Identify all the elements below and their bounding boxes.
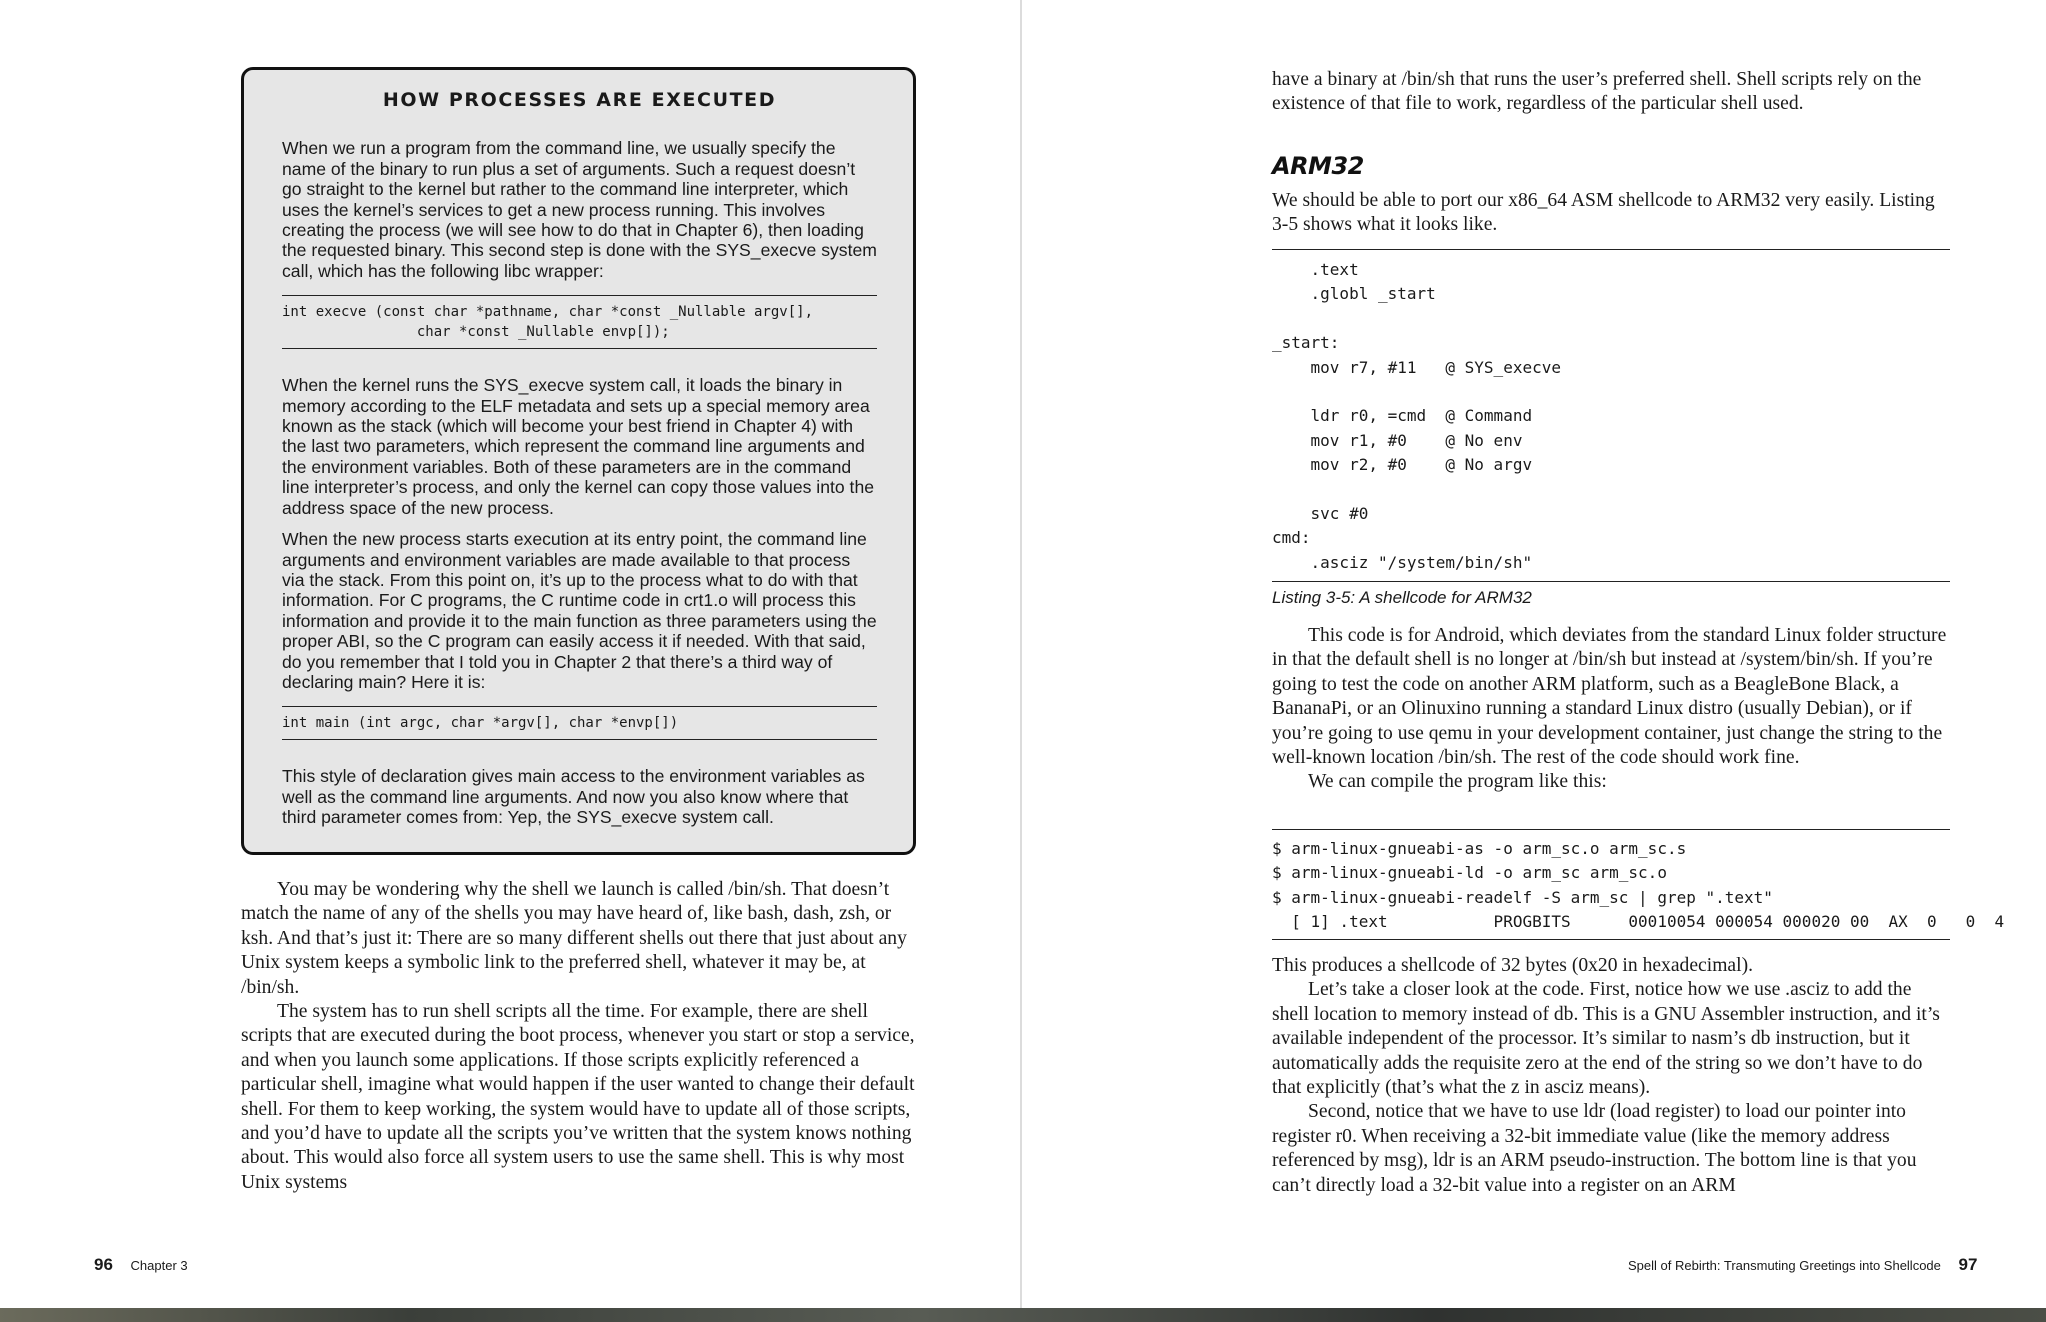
code-line: cmd: <box>1272 528 1311 548</box>
code-line: .asciz "/system/bin/sh" <box>1272 552 1533 572</box>
section-intro <box>1272 189 1952 238</box>
code-line: ldr r0, =cmd @ Command <box>1272 406 1533 426</box>
terminal-line: $ arm-linux-gnueabi-readelf -S arm_sc | grep ".text" <box>1272 887 1773 907</box>
left-page <box>0 0 1020 1300</box>
right-running-head: Spell of Rebirth: Transmuting Greetings into Shellcode <box>1628 1258 1941 1273</box>
sidebar-paragraph-1: When we run a program from the command line, we usually specify the name of the binary to run plus a set of arguments. Such a request doesn’t go straight to the kernel but rather to the command line interpreter, which uses the kernel’s services to get a new process running. This involves creating the process (we will see how to do that in Chapter 6), then loading the requested binary. This second step is done with the SYS_execve system call, which has the following libc wrapper: <box>282 138 877 281</box>
code-line: svc #0 <box>1272 503 1369 523</box>
sidebar-paragraph-4: This style of declaration gives main access to the environment variables as well as the command line arguments. And now you also know where that third parameter comes from: Yep, the SYS_execve system call. <box>282 766 865 828</box>
code-line <box>1272 478 1950 502</box>
code-line <box>1272 307 1950 331</box>
sidebar-paragraph-2: When the kernel runs the SYS_execve system call, it loads the binary in memory according to the ELF metadata and sets up a special memory area known as the stack (which will become your best friend in Chapter 4) with the last two parameters, which represent the command line arguments and the environment variables. Both of these parameters are in the command line interpreter’s process, and only the kernel can copy those values into the address space of the new process. <box>282 375 875 518</box>
desk-background-strip <box>0 1308 2046 1322</box>
code-listing-compile <box>1272 829 2005 940</box>
right-paragraph-2: This code is for Android, which deviates from the standard Linux folder structure in that the default shell is no longer at /bin/sh but instead at /system/bin/sh. If you’re going to test the code on another ARM platform, such as a BeagleBone Black, a BananaPi, or an Olinuxino running a standard Linux distro (usually Debian), or if you’re going to use qemu in your development container, just change the string to the well-known location /bin/sh. The rest of the code should work fine. <box>1272 625 1947 769</box>
left-paragraph-1: You may be wondering why the shell we launch is called /bin/sh. That doesn’t match the name of any of the shells you may have heard of, like bash, dash, zsh, or ksh. And that’s just it: There are so many different shells out there that just about any Unix system keeps a symbolic link to the preferred shell, whatever it may be, at /bin/sh. <box>241 879 907 998</box>
sidebar-paragraph-3: When the new process starts execution at its entry point, the command line arguments and environment variables are made available to that process via the stack. From this point on, it’s up to the process what to do with that information. For C programs, the C runtime code in crt1.o will process this information and provide it to the main function as three parameters using the proper ABI, so the C program can easily access it if needed. With that said, do you remember that I told you in Chapter 2 that there’s a third way of declaring main? Here it is: <box>282 529 877 692</box>
right-folio <box>1628 1255 1977 1275</box>
right-bottom-text <box>1272 954 1952 1198</box>
right-paragraph-5: Let’s take a closer look at the code. First, notice how we use .asciz to add the shell location to memory instead of db. This is a GNU Assembler instruction, and it’s available independent of the processor. It’s similar to nasm’s db instruction, but it automatically adds the requisite zero at the end of the string so we don’t have to do that explicitly (that’s what the z in asciz means). <box>1272 979 1940 1099</box>
right-paragraph-6: Second, notice that we have to use ldr (load register) to load our pointer into register r0. When receiving a 32-bit immediate value (like the memory address referenced by msg), ldr is an ARM pseudo-instruction. The bottom line is that you can’t directly load a 32-bit value into a register on an ARM <box>1272 1101 1917 1196</box>
listing-caption: Listing 3-5: A shellcode for ARM32 <box>1272 588 1532 607</box>
terminal-line: [ 1] .text PROGBITS 00010054 000054 000020 00 AX 0 0 4 <box>1272 912 2005 932</box>
code-line: mov r2, #0 @ No argv <box>1272 455 1533 475</box>
right-paragraph-3: We can compile the program like this: <box>1308 771 1607 793</box>
code-line: .text <box>1272 260 1359 279</box>
right-middle-text <box>1272 624 1952 795</box>
left-folio <box>94 1255 188 1275</box>
terminal-line: $ arm-linux-gnueabi-ld -o arm_sc arm_sc.o <box>1272 863 1667 883</box>
sidebar-code-execve: int execve (const char *pathname, char *const _Nullable argv[], char *const _Nullable envp[]); <box>282 295 877 349</box>
right-paragraph-4: This produces a shellcode of 32 bytes (0x20 in hexadecimal). <box>1272 955 1753 976</box>
code-listing-arm32 <box>1272 249 1950 582</box>
sidebar-code-main: int main (int argc, char *argv[], char *envp[]) <box>282 706 877 740</box>
section-heading: ARM32 <box>1272 152 1364 180</box>
terminal-line: $ arm-linux-gnueabi-as -o arm_sc.o arm_sc.s <box>1272 839 1687 858</box>
code-line <box>1272 380 1950 404</box>
left-running-head: Chapter 3 <box>130 1258 188 1273</box>
code-line: mov r1, #0 @ No env <box>1272 430 1523 450</box>
code-line: _start: <box>1272 333 1340 353</box>
left-page-number: 96 <box>94 1255 113 1274</box>
code-line: mov r7, #11 @ SYS_execve <box>1272 357 1561 377</box>
right-paragraph-1: have a binary at /bin/sh that runs the user’s preferred shell. Shell scripts rely on the existence of that file to work, regardless of the particular shell used. <box>1272 69 1922 115</box>
sidebar-box <box>241 67 916 855</box>
right-page-number: 97 <box>1958 1255 1978 1274</box>
right-top-text <box>1272 68 1952 117</box>
code-line: .globl _start <box>1272 284 1436 304</box>
section-intro-text: We should be able to port our x86_64 ASM shellcode to ARM32 very easily. Listing 3-5 shows what it looks like. <box>1272 190 1935 236</box>
sidebar-title: HOW PROCESSES ARE EXECUTED <box>382 89 777 111</box>
left-body-text <box>241 878 917 1195</box>
left-paragraph-2: The system has to run shell scripts all the time. For example, there are shell scripts that are executed during the boot process, whenever you start or stop a service, and when you launch some applications. If those scripts explicitly referenced a particular shell, imagine what would happen if the user wanted to change their default shell. For them to keep working, the system would have to update all of those scripts, and you’d have to update all the scripts you’ve written that the system knows nothing about. This would also force all system users to use the same shell. This is why most Unix systems <box>241 1001 915 1193</box>
